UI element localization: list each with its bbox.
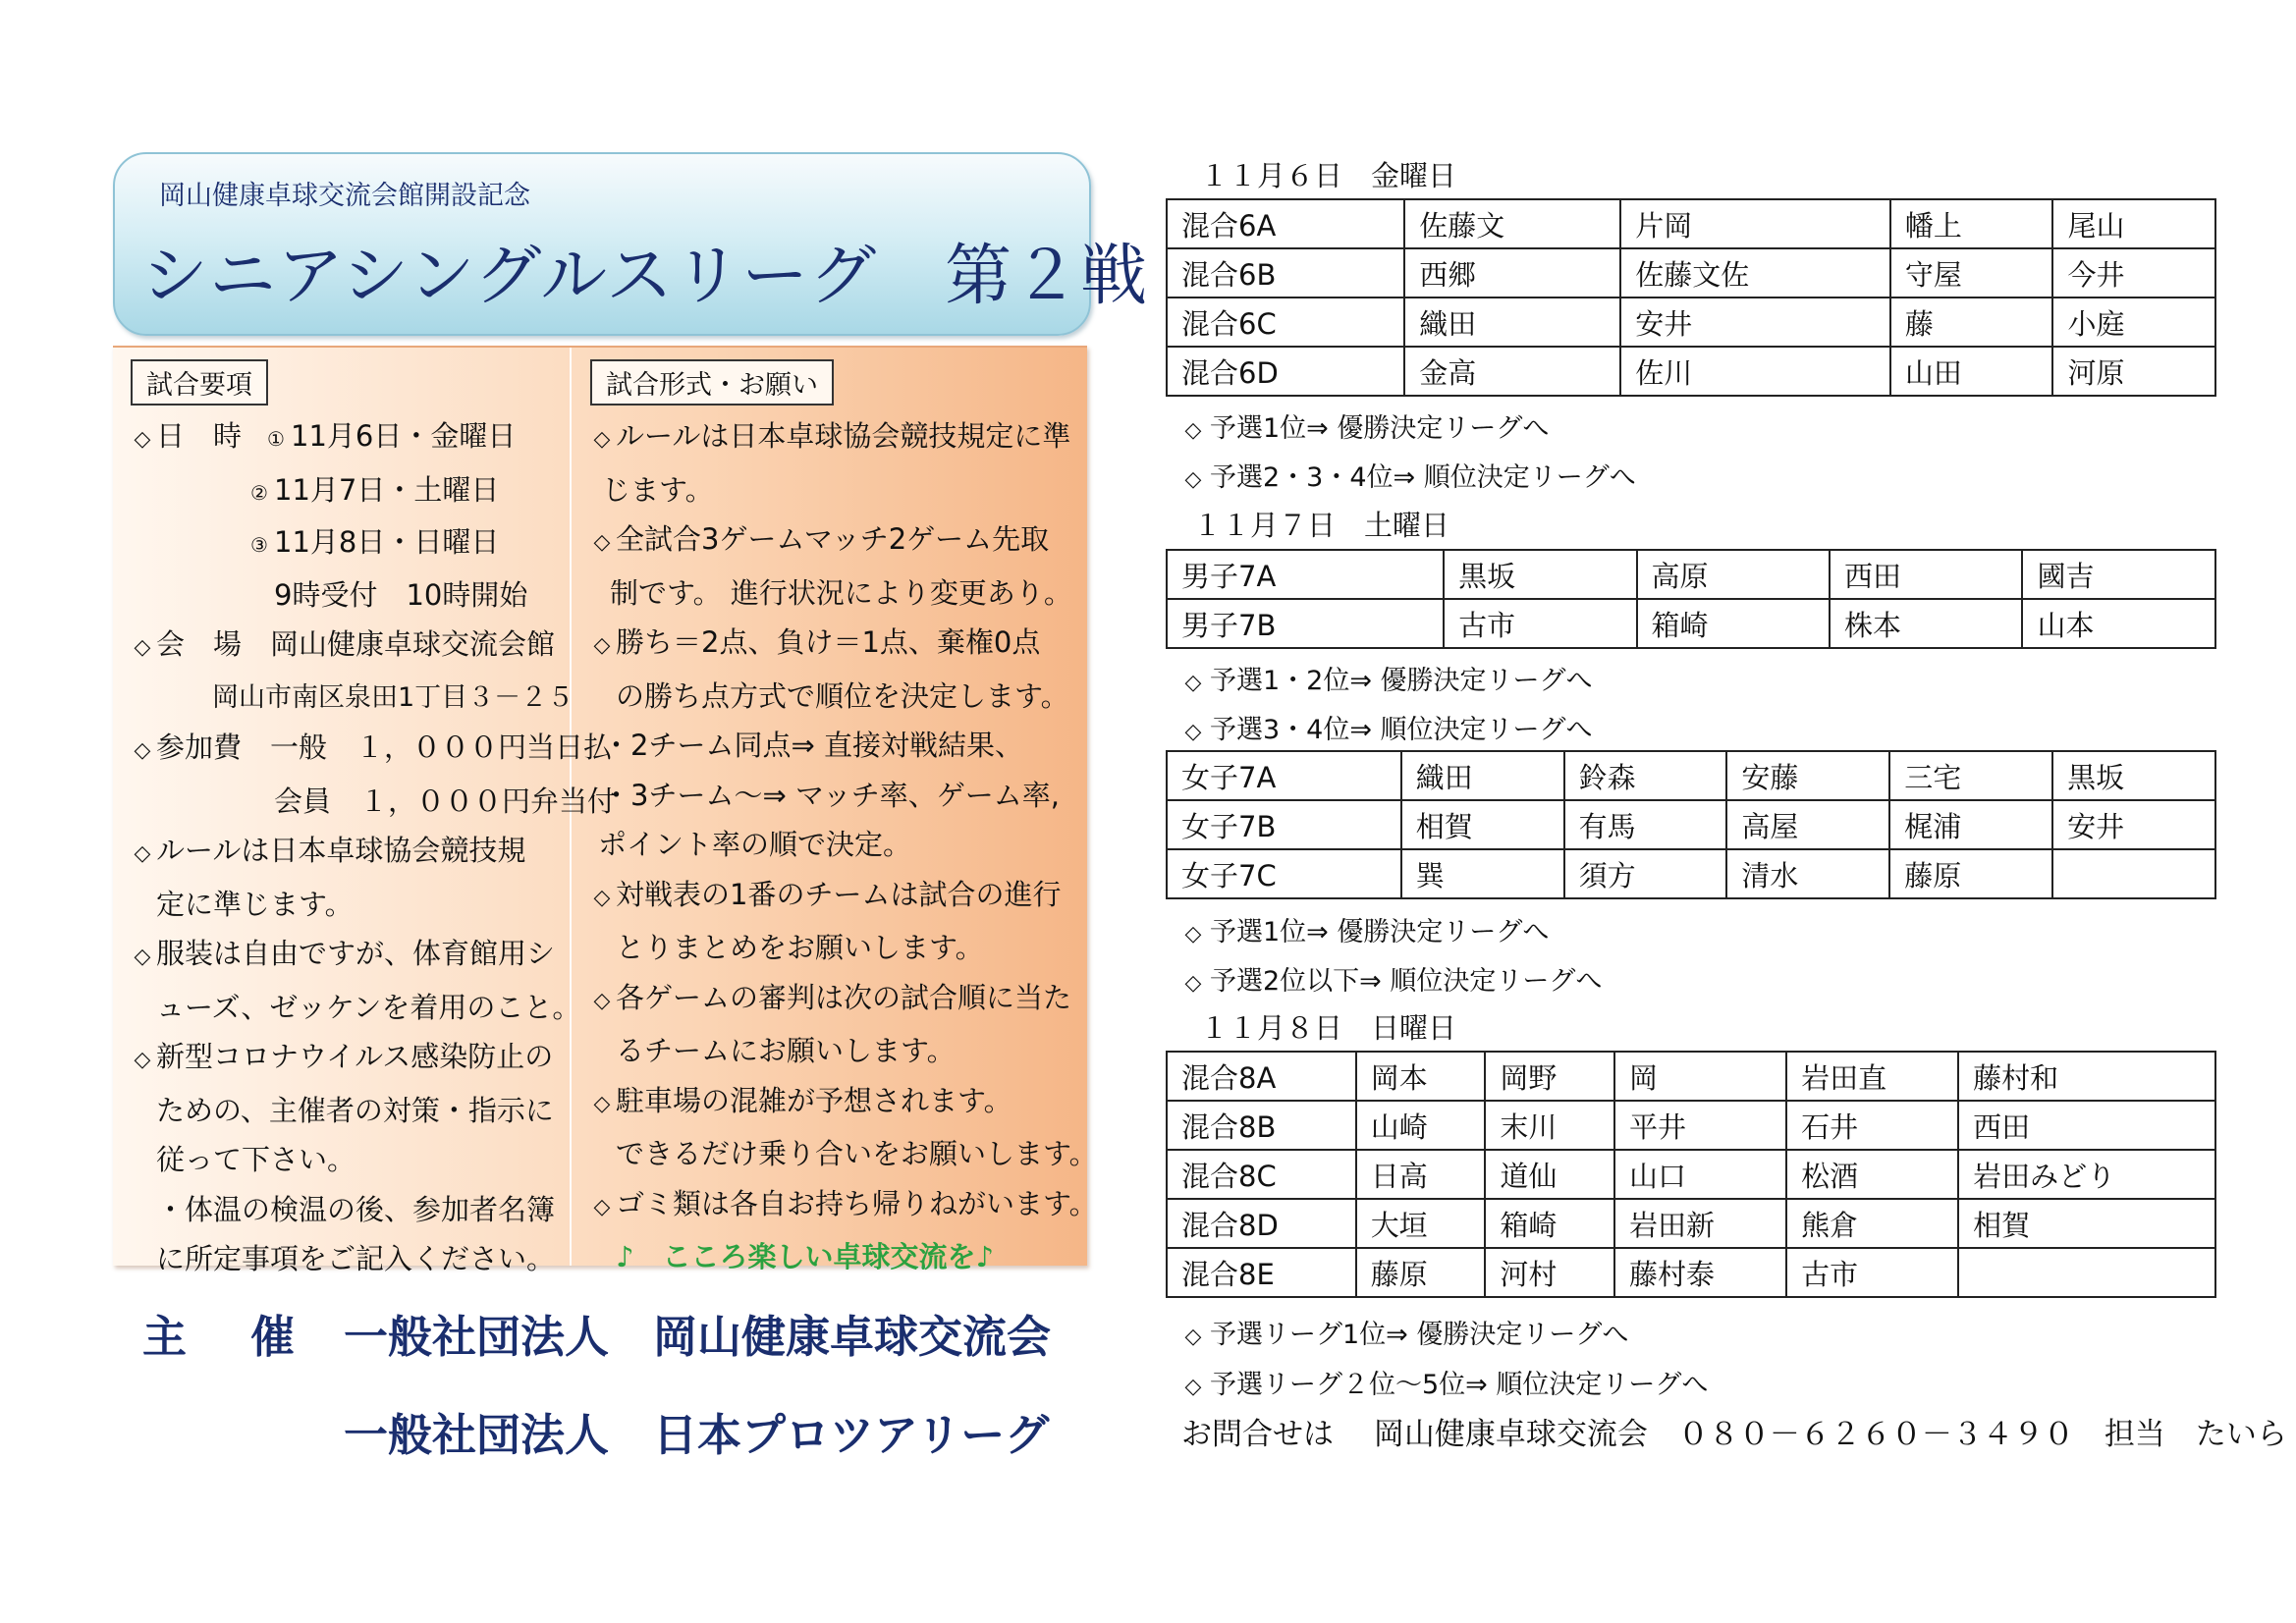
table-row (1167, 199, 2215, 248)
diamond-icon: ◇ (1184, 971, 1202, 996)
table-cell (1958, 1248, 2215, 1297)
diamond-icon: ◇ (134, 1048, 151, 1072)
table-cell: 岡野 (1485, 1052, 1614, 1101)
table-row (1167, 849, 2215, 898)
table-cell: 須方 (1564, 849, 1727, 898)
diamond-icon: ◇ (1184, 1375, 1202, 1399)
table-cell: 片岡 (1620, 199, 1890, 248)
advance-note: ◇ 予選1位⇒ 優勝決定リーグへ (1176, 406, 1549, 445)
table-row (1167, 1248, 2215, 1297)
table-cell: 日高 (1356, 1150, 1486, 1199)
outline-line: ための、主催者の対策・指示に (156, 1093, 554, 1127)
outline-line: ◇ ルールは日本卓球協会競技規 (129, 826, 561, 880)
diamond-icon: ◇ (593, 988, 611, 1013)
table-cell: 平井 (1614, 1101, 1786, 1150)
table-cell: 岡本 (1356, 1052, 1486, 1101)
diamond-icon: ◇ (134, 427, 151, 452)
table-cell: 巽 (1401, 849, 1564, 898)
diamond-icon: ◇ (134, 841, 151, 866)
table-cell: 箱崎 (1637, 599, 1830, 648)
table-cell: 古市 (1444, 599, 1636, 648)
outline-line: に所定事項をご記入ください。 (156, 1242, 556, 1275)
organizer-label-2: 催 (250, 1311, 296, 1363)
league-table-nov7-men (1166, 549, 2216, 649)
outline-line: ◇ 会 場 岡山健康卓球交流会館 (129, 620, 561, 674)
table-row (1167, 751, 2215, 800)
slogan: ♪ こころ楽しい卓球交流を♪ (616, 1240, 995, 1273)
diamond-icon: ◇ (134, 635, 151, 660)
advance-note: ◇ 予選3・4位⇒ 順位決定リーグへ (1176, 708, 1593, 746)
advance-note: ◇ 予選リーグ1位⇒ 優勝決定リーグへ (1176, 1313, 1628, 1351)
table-cell: 西田 (1958, 1101, 2215, 1150)
table-cell: 松酒 (1786, 1150, 1958, 1199)
table-cell: 今井 (2052, 248, 2215, 298)
diamond-icon: ◇ (593, 885, 611, 910)
table-cell: 男子7B (1167, 599, 1444, 648)
diamond-icon: ◇ (1184, 1325, 1202, 1349)
format-line: ◇ 勝ち＝2点、負け＝1点、棄権0点 (588, 618, 1079, 672)
format-line: ◇ 駐車場の混雑が予想されます。 (588, 1076, 1079, 1130)
table-cell: 佐藤文 (1404, 199, 1620, 248)
table-cell: 金高 (1404, 347, 1620, 396)
league-table-nov8 (1166, 1051, 2216, 1298)
day-heading-nov7: １１月７日 土曜日 (1193, 509, 1450, 542)
table-cell: 安藤 (1726, 751, 1889, 800)
outline-line: ューズ、ゼッケンを着用のこと。 (156, 990, 581, 1024)
outline-line: 会員 １，０００円弁当付 (274, 784, 617, 818)
table-row (1167, 1199, 2215, 1248)
outline-line: ・体温の検温の後、参加者名簿 (156, 1192, 556, 1226)
diamond-icon: ◇ (1184, 418, 1202, 443)
format-line: できるだけ乗り合いをお願いします。 (616, 1137, 1098, 1170)
outline-line: ◇ 日 時 ① 11月6日・金曜日 (129, 411, 561, 465)
table-cell: 有馬 (1564, 800, 1727, 849)
table-cell: 安井 (1620, 298, 1890, 347)
outline-line: 9時受付 10時開始 (274, 577, 528, 612)
table-cell: 黒坂 (1444, 550, 1636, 599)
table-cell: 箱崎 (1485, 1199, 1614, 1248)
advance-note: ◇ 予選1・2位⇒ 優勝決定リーグへ (1176, 659, 1593, 697)
outline-line: ② 11月7日・土曜日 (129, 465, 561, 518)
table-cell: 相賀 (1401, 800, 1564, 849)
table-row (1167, 599, 2215, 648)
table-cell: 混合8D (1167, 1199, 1356, 1248)
organizer-label-1: 主 (142, 1311, 188, 1363)
table-cell: 岡 (1614, 1052, 1786, 1101)
diamond-icon: ◇ (134, 945, 151, 969)
table-cell: 混合8B (1167, 1101, 1356, 1150)
tournament-outline (129, 359, 617, 1284)
table-cell: 高原 (1637, 550, 1830, 599)
table-cell: 織田 (1404, 298, 1620, 347)
table-cell: 幡上 (1890, 199, 2053, 248)
info-panel (113, 346, 1098, 1275)
table-cell: 國吉 (2022, 550, 2215, 599)
diamond-icon: ◇ (593, 1091, 611, 1116)
advance-note: ◇ 予選リーグ２位～5位⇒ 順位決定リーグへ (1176, 1363, 1708, 1401)
format-line: の勝ち点方式で順位を決定します。 (616, 678, 1069, 713)
table-cell: 女子7C (1167, 849, 1401, 898)
league-table-nov7-women (1166, 750, 2216, 899)
table-cell: 織田 (1401, 751, 1564, 800)
table-cell: 石井 (1786, 1101, 1958, 1150)
table-row (1167, 347, 2215, 396)
outline-label: 試合要項 (131, 359, 268, 406)
table-cell: 山崎 (1356, 1101, 1486, 1150)
table-cell: 西郷 (1404, 248, 1620, 298)
table-cell: 古市 (1786, 1248, 1958, 1297)
table-cell: 藤 (1890, 298, 2053, 347)
diamond-icon: ◇ (1184, 720, 1202, 744)
table-cell: 女子7A (1167, 751, 1401, 800)
diamond-icon: ◇ (1184, 467, 1202, 492)
table-row (1167, 298, 2215, 347)
table-cell: 道仙 (1485, 1150, 1614, 1199)
table-cell: 清水 (1726, 849, 1889, 898)
format-line: ◇ 各ゲームの審判は次の試合順に当た (588, 973, 1079, 1027)
table-cell: 混合8E (1167, 1248, 1356, 1297)
format-line: るチームにお願いします。 (616, 1034, 956, 1067)
table-cell: 小庭 (2052, 298, 2215, 347)
format-line: ・2チーム同点⇒ 直接対戦結果、 (602, 729, 1023, 762)
diamond-icon: ◇ (134, 738, 151, 763)
table-row (1167, 550, 2215, 599)
table-cell: 鈴森 (1564, 751, 1727, 800)
format-line: とりまとめをお願いします。 (616, 931, 984, 964)
table-cell: 西田 (1830, 550, 2022, 599)
format-line: 制です。 進行状況により変更あり。 (610, 575, 1072, 610)
outline-line: ◇ 参加費 一般 １，０００円当日払 (129, 723, 561, 777)
table-cell: 混合8C (1167, 1150, 1356, 1199)
diamond-icon: ◇ (1184, 922, 1202, 947)
format-line: ・3チーム～⇒ マッチ率、ゲーム率, (602, 778, 1061, 812)
table-cell: 安井 (2052, 800, 2215, 849)
table-cell: 高屋 (1726, 800, 1889, 849)
table-row (1167, 248, 2215, 298)
table-cell: 大垣 (1356, 1199, 1486, 1248)
table-cell: 混合6D (1167, 347, 1404, 396)
diamond-icon: ◇ (1184, 671, 1202, 695)
format-line: ◇ 対戦表の1番のチームは試合の進行 (588, 870, 1079, 924)
title-banner (113, 152, 1149, 336)
table-cell: 山田 (1890, 347, 2053, 396)
table-cell: 藤原 (1356, 1248, 1486, 1297)
table-cell: 混合8A (1167, 1052, 1356, 1101)
table-cell: 佐川 (1620, 347, 1890, 396)
table-cell: 岩田直 (1786, 1052, 1958, 1101)
table-cell: 黒坂 (2052, 751, 2215, 800)
table-row (1167, 1101, 2215, 1150)
format-line: じます。 (602, 472, 714, 507)
format-line: ◇ ゴミ類は各自お持ち帰りねがいます。 (588, 1179, 1079, 1233)
league-table-nov6 (1166, 198, 2216, 397)
diamond-icon: ◇ (593, 427, 611, 452)
format-label: 試合形式・お願い (590, 359, 834, 406)
event-subtitle: 岡山健康卓球交流会館開設記念 (159, 181, 530, 211)
day-heading-nov6: １１月６日 金曜日 (1200, 159, 1457, 192)
advance-note: ◇ 予選2・3・4位⇒ 順位決定リーグへ (1176, 456, 1636, 494)
table-cell: 藤村和 (1958, 1052, 2215, 1101)
advance-note: ◇ 予選2位以下⇒ 順位決定リーグへ (1176, 959, 1602, 998)
format-line: ◇ ルールは日本卓球協会競技規定に準 (588, 411, 1079, 465)
table-cell: 末川 (1485, 1101, 1614, 1150)
table-cell: 梶浦 (1889, 800, 2052, 849)
table-row (1167, 1052, 2215, 1101)
table-cell: 藤原 (1889, 849, 2052, 898)
table-cell: 山口 (1614, 1150, 1786, 1199)
table-cell: 混合6B (1167, 248, 1404, 298)
table-cell: 混合6C (1167, 298, 1404, 347)
advance-note: ◇ 予選1位⇒ 優勝決定リーグへ (1176, 910, 1549, 948)
diamond-icon: ◇ (593, 1194, 611, 1219)
circled-2-icon: ② (250, 480, 268, 505)
circled-3-icon: ③ (250, 533, 268, 557)
table-row (1167, 800, 2215, 849)
format-line: ポイント率の順で決定。 (598, 828, 912, 861)
format-line: ◇ 全試合3ゲームマッチ2ゲーム先取 (588, 514, 1079, 568)
contact-line: お問合せは 岡山健康卓球交流会 ０８０－６２６０－３４９０ 担当 たいら (1181, 1417, 2287, 1452)
table-cell: 守屋 (1890, 248, 2053, 298)
table-cell: 株本 (1830, 599, 2022, 648)
table-cell: 岩田みどり (1958, 1150, 2215, 1199)
table-cell (2052, 849, 2215, 898)
table-cell: 藤村泰 (1614, 1248, 1786, 1297)
table-cell: 混合6A (1167, 199, 1404, 248)
diamond-icon: ◇ (593, 633, 611, 658)
table-cell: 女子7B (1167, 800, 1401, 849)
match-format (588, 359, 1098, 1282)
outline-line: ◇ 服装は自由ですが、体育館用シ (129, 929, 561, 983)
outline-line: 従って下さい。 (156, 1143, 356, 1176)
table-cell: 河原 (2052, 347, 2215, 396)
table-cell: 相賀 (1958, 1199, 2215, 1248)
day-heading-nov8: １１月８日 日曜日 (1200, 1011, 1457, 1045)
table-cell: 河村 (1485, 1248, 1614, 1297)
outline-line: 岡山市南区泉田1丁目３－２５ (212, 681, 574, 713)
event-title: シニアシングルスリーグ 第２戦 (141, 238, 1149, 315)
outline-line: ③ 11月8日・日曜日 (129, 517, 561, 570)
organizer-1: 一般社団法人 岡山健康卓球交流会 (344, 1311, 1052, 1363)
table-row (1167, 1150, 2215, 1199)
table-cell: 三宅 (1889, 751, 2052, 800)
circled-1-icon: ① (267, 427, 285, 451)
table-cell: 佐藤文佐 (1620, 248, 1890, 298)
table-cell: 熊倉 (1786, 1199, 1958, 1248)
table-cell: 山本 (2022, 599, 2215, 648)
diamond-icon: ◇ (593, 530, 611, 555)
outline-line: ◇ 新型コロナウイルス感染防止の (129, 1032, 561, 1086)
organizer-2: 一般社団法人 日本プロツアリーグ (344, 1409, 1050, 1461)
table-cell: 尾山 (2052, 199, 2215, 248)
table-cell: 男子7A (1167, 550, 1444, 599)
outline-line: 定に準じます。 (156, 887, 354, 921)
table-cell: 岩田新 (1614, 1199, 1786, 1248)
